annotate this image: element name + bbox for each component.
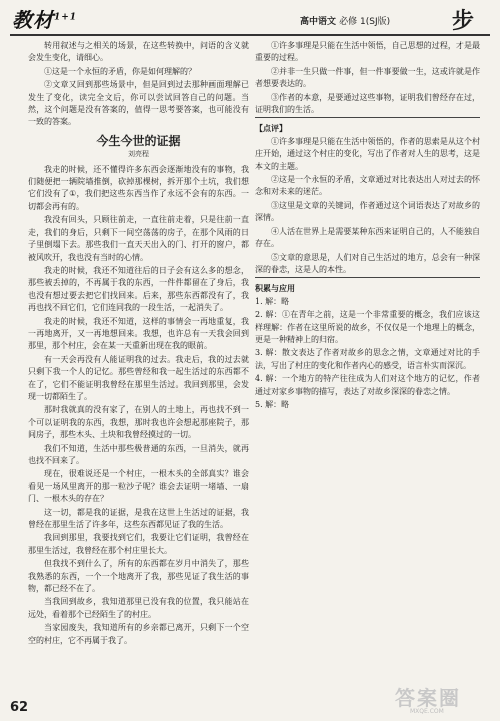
right-column <box>255 40 480 412</box>
story-paragraph: 我们不知道，生活中那些极普通的东西，一旦消失，就再也找不回来了。 <box>28 443 249 465</box>
story-paragraph: 这一切，都是我的证据，是我在这世上生活过的证据，我曾经在那里生活了许多年，这些东西都见证了我的生活。 <box>28 507 249 530</box>
page-number: 62 <box>10 700 29 715</box>
watermark-logo: 答案圈 <box>395 686 461 710</box>
note-paragraph: ②并非一生只做一件事，但一件事要做一生，这或许就是作者想要表达的。 <box>255 66 480 89</box>
note-paragraph: ③作者的本意，是要通过这些事物，证明我们曾经存在过，证明我们的生活。 <box>255 92 480 115</box>
commentary-item: ①许多事理是只能在生活中领悟的，作者的思索是从这个村庄开始，通过这个村庄的变化，写出了作者对人生的思考，这是本文的主题。 <box>255 136 480 171</box>
logo-superscript: 1+1 <box>54 12 78 23</box>
practice-answer: 1. 解：略 <box>255 296 290 306</box>
story-paragraph: 当家园废失，我知道所有的乡亲都已离开，只剩下一个空空的村庄，它不再属于我了。 <box>28 623 249 645</box>
header-rule <box>10 34 490 36</box>
subject-tag <box>300 14 390 27</box>
logo-text: 教材 <box>12 8 54 32</box>
story-paragraph: 我没有回头，只顾往前走，一直往前走着，只是往前一直走，我们的身后，只剩下一间空荡荡的房子，在那个风雨的日子里倒塌下去。那些我们一直天天出入的门、打开的窗户，都被风吹开，我也没有当时的心情。 <box>28 215 249 262</box>
edition-label: 必修 1(SJ版) <box>339 17 391 27</box>
commentary-item: ④人活在世界上是需要某种东西来证明自己的，人不能独自存在。 <box>255 226 480 249</box>
page-header <box>0 0 500 36</box>
commentary-label: 【点评】 <box>255 123 287 134</box>
practice-answer: 2. 解：①在青年之前，这是一个非常重要的概念，我们应该这样理解：作者在这里所说的故乡，不仅仅是一个地理上的概念，更是一种精神上的归宿。 <box>255 310 480 344</box>
intro-question: ②文章又回到那些场景中，但是回到过去那种画面理解已发生了变化，读完全文后，你可以尝试回答自己的问题。当然，这个问题是没有答案的，值得一思考要答案，也可能没有一致的答案。 <box>28 80 249 127</box>
intro-question: ①这是一个永恒的矛盾，你是如何理解的？ <box>44 66 196 76</box>
practice-answer: 5. 解：略 <box>255 399 290 409</box>
commentary-item: ⑤文章的意思是，人们对自己生活过的地方，总会有一种深深的眷恋，这是人的本性。 <box>255 252 480 274</box>
note-paragraph: ①许多事理是只能在生活中领悟，自己思想的过程，才是最重要的过程。 <box>255 41 480 63</box>
story-paragraph: 有一天会再没有人能证明我的过去。我走后，我的过去就只剩下我一个人的记忆。那些曾经和我一起生活过的东西都不在了，它们不能证明我曾经在那里生活过。我回到那里，会发现一切都陌生了。 <box>28 354 249 401</box>
practice-answer: 4. 解：一个地方的特产往往成为人们对这个地方的记忆，作者通过对家乡事物的描写，表达了对故乡深深的眷恋之情。 <box>255 374 480 396</box>
story-title: 今生今世的证据 <box>96 133 181 148</box>
practice-label: 积累与应用 <box>255 283 295 294</box>
left-column <box>28 40 249 648</box>
commentary-item: ②这是一个永恒的矛盾，文章通过对比表达出人对过去的怀念和对未来的迷茫。 <box>255 175 480 197</box>
story-paragraph: 我走的时候，还不懂得许多东西会逐渐地没有的事物，我们随便把一辆院墙推倒，砍掉那棵树，拆开那个土坑，我们想它们没有了①，我们把这些东西当作了永远不会有的东西。一切都会再有的。 <box>28 164 249 211</box>
commentary-item: ③这里是文章的关键词，作者通过这个词语表达了对故乡的深情。 <box>255 200 480 223</box>
story-paragraph: 我走的时候，我还不知道往后的日子会有这么多的想念，那些被丢掉的，不再属于我的东西，一件件都留在了身后，我也没有想过要去把它们找回来。后来，那些东西都没有了，我再也找不回它们，它们连同我的一段生活，一起消失了。 <box>28 265 249 313</box>
commentary-section <box>255 117 480 276</box>
story-paragraph: 但我找不到什么了，所有的东西都在岁月中消失了，那些我熟悉的东西，一个一个地离开了我，那些见证了我生活的事物，都已经不在了。 <box>28 559 249 594</box>
practice-section <box>255 277 480 411</box>
intro-paragraph: 转用叙述与之相关的场景，在这些转换中，问语的含义就会发生变化，请细心。 <box>28 41 249 63</box>
watermark-url: MXQE.COM <box>410 708 444 715</box>
subject-label: 高中语文 <box>300 17 337 27</box>
series-logo <box>12 4 77 33</box>
story-paragraph: 我走的时候，我还不知道，这样的事情会一再地重复，我一再地离开，又一再地想回来。我想，也许总有一天我会回到那里，那个村庄，会在某一天重新出现在我的眼前。 <box>28 316 249 351</box>
story-paragraph: 当我回到故乡，我知道那里已没有我的位置，我只能站在远处，看着那个已经陌生了的村庄。 <box>28 597 249 619</box>
story-paragraph: 那时我就真的没有家了，在别人的土地上，再也找不到一个可以证明我的东西，我想，那时我也许会想起那座院子，那间房子，那些木头、土块和我曾经摸过的一切。 <box>28 405 249 440</box>
story-paragraph: 我回到那里，我要找到它们，我要让它们证明，我曾经在那里生活过，我曾经在那个村庄里长大。 <box>28 533 249 555</box>
practice-answer: 3. 解：散文表达了作者对故乡的思念之情，文章通过对比的手法，写出了村庄的变化和作者内心的感受，语言朴实而深沉。 <box>255 348 480 370</box>
brand-mark: 步 <box>452 8 475 34</box>
story-paragraph: 现在，很难说还是一个村庄，一根木头的全部真实？谁会看见一场风里离开的那一粒沙子呢？谁会去证明一堵墙、一扇门、一根木头的存在？ <box>28 469 249 504</box>
story-author: 刘亮程 <box>128 150 149 159</box>
